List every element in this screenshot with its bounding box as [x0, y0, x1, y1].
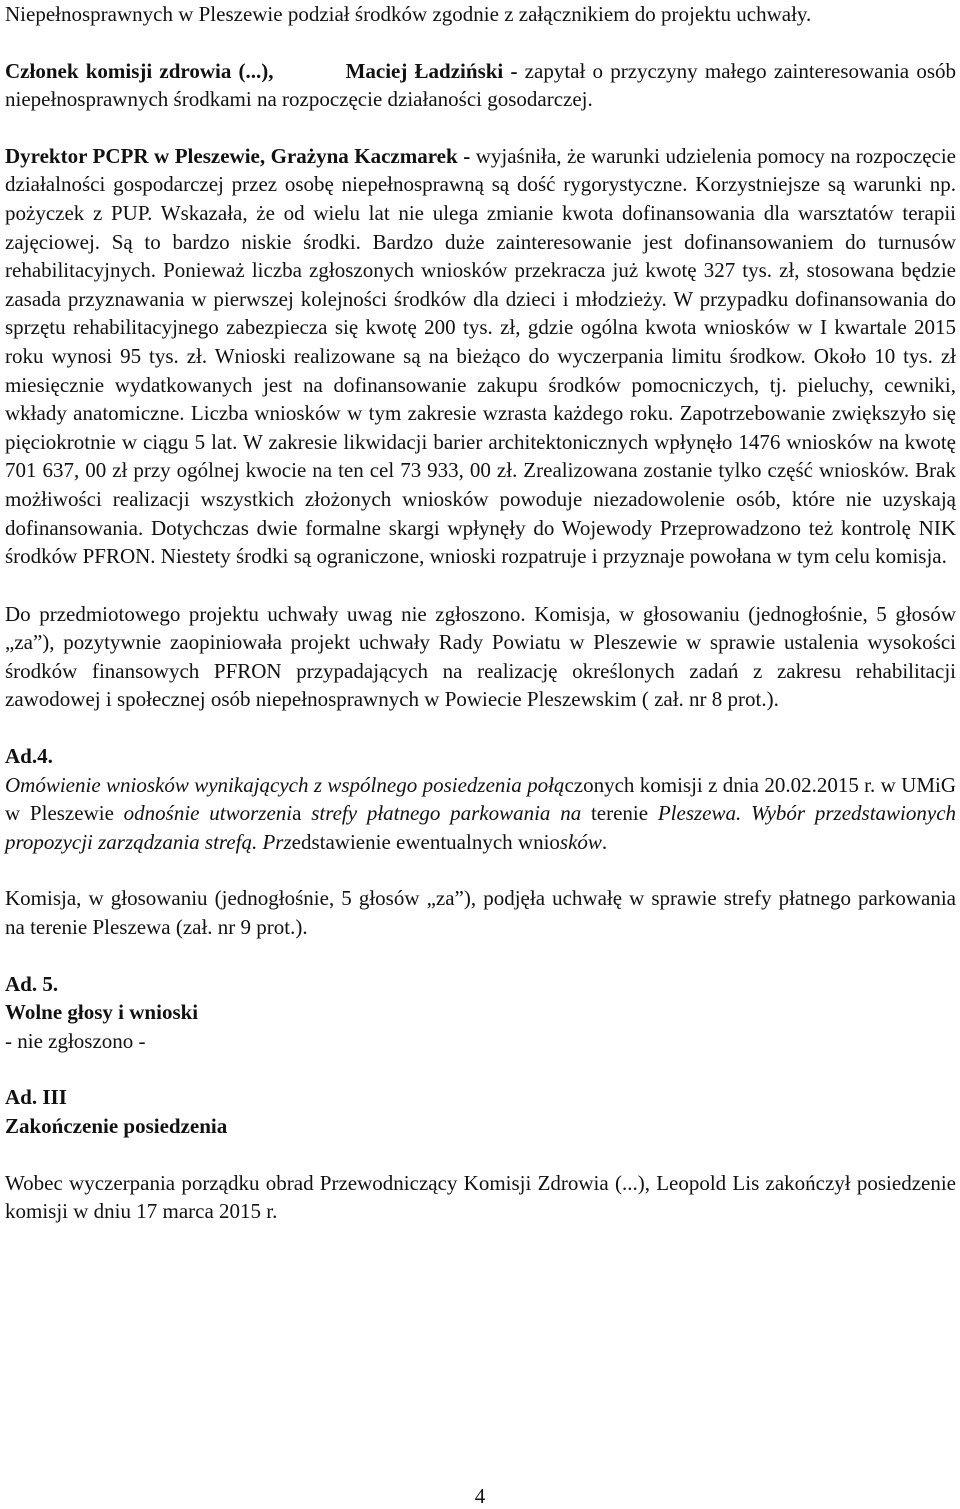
- ad4-resolution: Komisja, w głosowaniu (jednogłośnie, 5 głosów „za”), podjęła uchwałę w sprawie strefy płatnego parkowania na terenie Pleszewa (zał. nr 9 prot.).: [5, 886, 956, 940]
- ad5-title: Wolne głosy i wnioski: [5, 1000, 199, 1025]
- ad4-seg11: edstawienie ewentualnych wnio: [291, 829, 560, 854]
- ad4-seg10: Prz: [257, 829, 292, 854]
- member-question-text: zapytał o przyczyny małego zainteresowania osób niepełnosprawnych środkami na rozpoczęcie działaności gosodarczej.: [5, 58, 957, 112]
- ad4-seg1: Omówienie wniosków wynikających z wspólnego posiedzenia połą: [5, 772, 565, 797]
- ad5-text: - nie zgłoszono -: [5, 1028, 146, 1053]
- ad3-heading: Ad. III: [5, 1085, 67, 1110]
- ad4-seg12: sków: [559, 829, 602, 854]
- ad4-heading: Ad.4.: [5, 744, 53, 769]
- vote-paragraph: Do przedmiotowego projektu uchwały uwag nie zgłoszono. Komisja, w głosowaniu (jednogłośnie, 5 głosów „za”), pozytywnie zaopiniowała projekt uchwały Rady Powiatu w Pleszewie w sprawie ustalenia wysokości środków finansowych PFRON przypadających na realizację określonych zadań z zakresu rehabilitacji zawodowej i społecznej osób niepełnosprawnych w Powiecie Pleszewskim ( zał. nr 8 prot.).: [5, 601, 956, 712]
- ad4-seg13: .: [601, 829, 608, 854]
- ad4-seg6: terenie: [581, 801, 658, 826]
- ad4-seg7: Pleszewa.: [657, 801, 742, 826]
- ad3-text: Wobec wyczerpania porządku obrad Przewodniczący Komisji Zdrowia (...), Leopold Lis zakończył posiedzenie komisji w dniu 17 marca 2015 r.: [5, 1170, 956, 1224]
- ad4-seg2: czonych komisji z dnia 20.02.2015 r. w UMiG w Pleszewie: [5, 772, 956, 826]
- member-question-speaker-name: Maciej Ładziński -: [345, 58, 518, 83]
- page-number: 4: [474, 1484, 486, 1508]
- document-page: [5, 0, 956, 1226]
- ad5-heading: Ad. 5.: [5, 971, 59, 996]
- director-paragraph: [5, 142, 956, 571]
- member-question-speaker: Członek komisji zdrowia (...),: [5, 58, 274, 83]
- ad3-title: Zakończenie posiedzenia: [5, 1114, 228, 1138]
- ad4-seg9: Wybór przedstawionych propozycji zarządzania strefą.: [5, 801, 957, 854]
- ad4-seg3: odnośnie utworzeni: [123, 801, 293, 826]
- director-text: wyjaśniła, że warunki udzielenia pomocy na rozpoczęcie działalności gospodarczej przez osobę niepełnosprawną są dość rygorystyczne. Korzystniejsze są warunki np. pożyczek z PUP. Wskazała, że od wielu lat nie ulega zmianie kwota dofinansowania dla warsztatów terapii zajęciowej. Są to bardzo niskie środki. Bardzo duże zainteresowanie jest dofinansowaniem do turnusów rehabilitacyjnych. Ponieważ liczba zgłoszonych wniosków przekracza już kwotę 327 tys. zł, stosowana będzie zasada przyznawania w pierwszej kolejności środków dla dzieci i młodzieży. W przypadku dofinansowania do sprzętu rehabilitacyjnego zabezpiecza się kwotę 200 tys. zł, gdzie ogólna kwota wniosków w I kwartale 2015 roku wynosi 95 tys. zł. Wnioski realizowane są na bieżąco do wyczerpania limitu środkow. Około 10 tys. zł miesięcznie wydatkowanych jest na dofinansowanie zakupu środków pomocniczych, tj. pieluchy, cewniki, wkłady anatomiczne. Liczba wniosków w tym zakresie wzrasta każdego roku. Zapotrzebowanie zwiększyło się pięciokrotnie w ciągu 5 lat. W zakresie likwidacji barier architektonicznych wpłynęło 1476 wniosków na kwotę 701 637, 00 zł przy ogólnej kwocie na ten cel 73 933, 00 zł. Zrealizowana zostanie tylko część wniosków. Brak możłiwości realizacji wszystkich złożonych wniosków powoduje niezadowolenie osób, które nie uzyskają dofinansowania. Dotychczas dwie formalne skargi wpłynęły do Wojewody Przeprowadzono też kontrolę NIK środków PFRON. Niestety środki są ograniczone, wnioski rozpatruje i przyznaje powołana w tym celu komisja.: [5, 143, 956, 569]
- member-question-paragraph: [5, 57, 956, 114]
- ad4-seg4: a: [292, 801, 312, 826]
- ad4-paragraph: [5, 771, 956, 857]
- ad4-seg8: [741, 801, 751, 825]
- director-speaker: Dyrektor PCPR w Pleszewie, Grażyna Kaczmarek -: [5, 143, 471, 168]
- intro-paragraph: Niepełnosprawnych w Pleszewie podział środków zgodnie z załącznikiem do projektu uchwały.: [5, 2, 812, 26]
- ad4-seg5: strefy płatnego parkowania na: [311, 801, 582, 826]
